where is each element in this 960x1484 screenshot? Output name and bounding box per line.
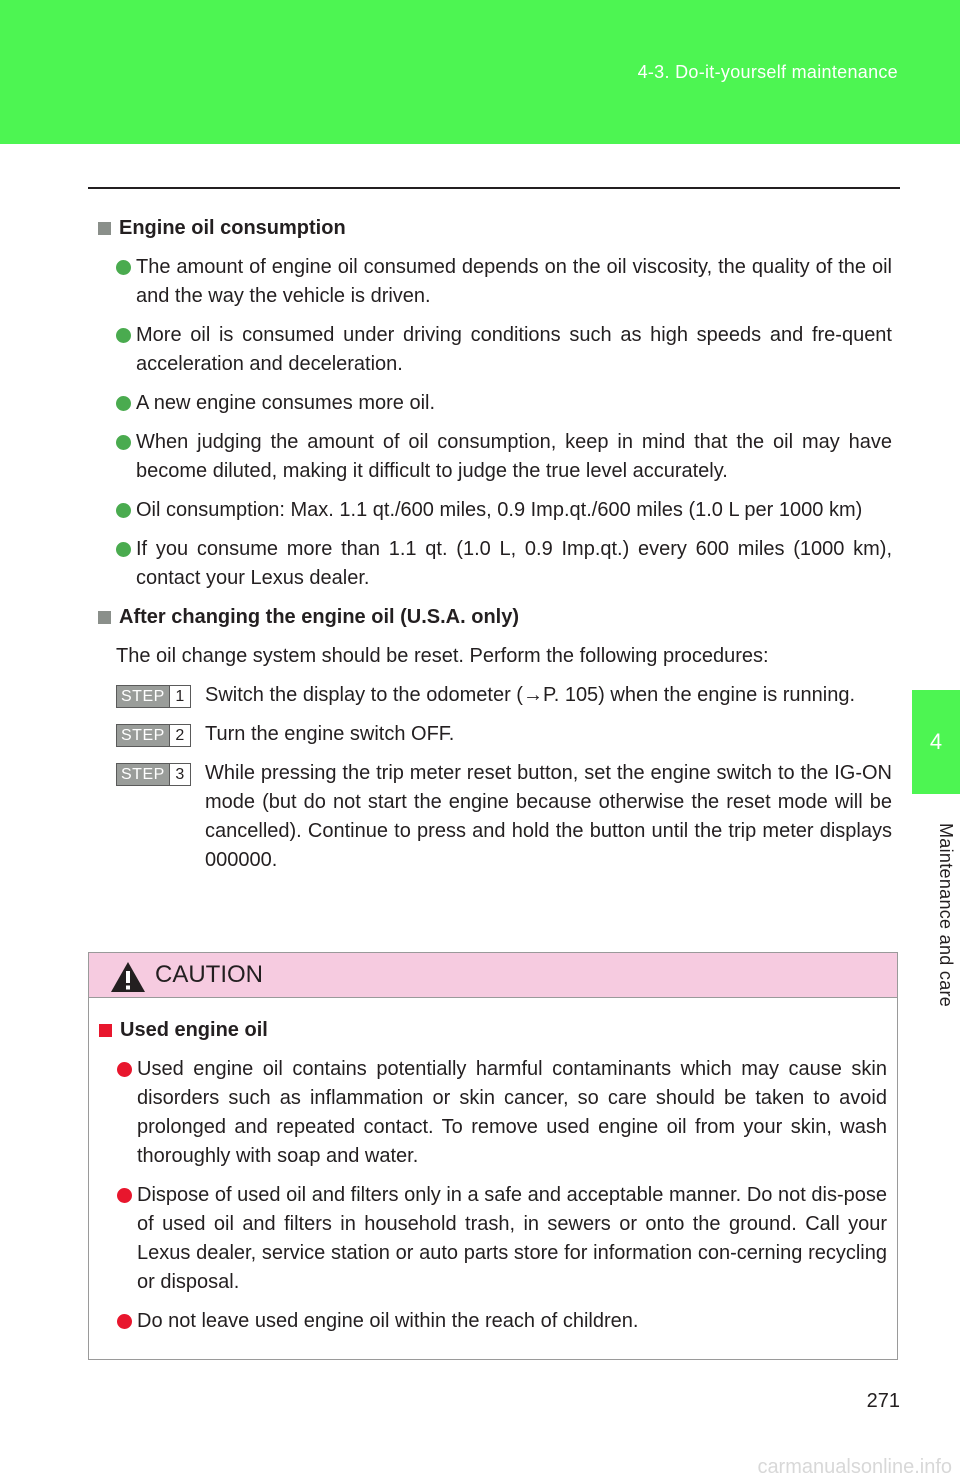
list-item-text: Used engine oil contains potentially harmful contaminants which may cause skin disorders such as inflammation or skin cancer, so care should be taken to avoid prolonged and repeated contact. To remove used engine oil from your skin, wash thoroughly with soap and water.	[137, 1058, 887, 1167]
caution-heading-text: Used engine oil	[120, 1019, 268, 1041]
chapter-tab[interactable]	[912, 690, 960, 794]
procedure-step	[96, 681, 892, 710]
square-bullet-icon	[98, 222, 111, 235]
list-item	[96, 253, 892, 311]
section-heading	[96, 214, 892, 243]
chapter-label: Maintenance and care	[936, 822, 956, 1008]
procedure-step	[96, 720, 892, 749]
header-rule	[88, 187, 900, 189]
list-item	[96, 321, 892, 379]
warning-triangle-icon	[109, 960, 147, 994]
watermark: carmanualsonline.info	[757, 1456, 952, 1478]
bullet-dot-icon	[117, 1314, 132, 1329]
step-label: STEP	[117, 764, 169, 785]
square-bullet-icon	[99, 1024, 112, 1037]
section-heading-text: Engine oil consumption	[119, 217, 346, 239]
page-number: 271	[866, 1390, 900, 1412]
bullet-dot-icon	[117, 1062, 132, 1077]
list-item-text: More oil is consumed under driving conditions such as high speeds and fre-quent acceleration and deceleration.	[136, 324, 892, 375]
step-label: STEP	[117, 686, 169, 707]
chapter-number: 4	[929, 729, 943, 754]
caution-body	[89, 998, 897, 1336]
bullet-dot-icon	[116, 435, 131, 450]
procedure-step	[96, 759, 892, 875]
list-item	[96, 428, 892, 486]
bullet-dot-icon	[116, 396, 131, 411]
list-item	[97, 1181, 887, 1297]
section-heading	[96, 603, 892, 632]
list-item	[97, 1055, 887, 1171]
list-item-text: Oil consumption: Max. 1.1 qt./600 miles, 0.9 Imp.qt./600 miles (1.0 L per 1000 km)	[136, 499, 863, 521]
list-item-text: When judging the amount of oil consumption, keep in mind that the oil may have become diluted, making it difficult to judge the true level accurately.	[136, 431, 892, 482]
step-badge	[116, 724, 191, 747]
bullet-dot-icon	[116, 260, 131, 275]
procedure-intro: The oil change system should be reset. Perform the following procedures:	[116, 645, 769, 667]
page-header	[0, 0, 960, 144]
square-bullet-icon	[98, 611, 111, 624]
step-text: Switch the display to the odometer (→P. 105) when the engine is running.	[205, 684, 856, 706]
bullet-dot-icon	[117, 1188, 132, 1203]
step-number: 2	[169, 725, 190, 746]
list-item	[96, 535, 892, 593]
step-number: 3	[169, 764, 190, 785]
list-item	[97, 1307, 887, 1336]
list-item-text: Dispose of used oil and filters only in a safe and acceptable manner. Do not dis-pose of used oil and filters in household trash, in sewers or onto the ground. Call your Lexus dealer, service station or auto parts store for information con-cerning recycling or disposal.	[137, 1184, 887, 1293]
list-item-text: A new engine consumes more oil.	[136, 392, 436, 414]
caution-title: CAUTION	[155, 961, 263, 988]
step-number: 1	[169, 686, 190, 707]
step-badge	[116, 685, 191, 708]
list-item	[96, 389, 892, 418]
section-heading-text: After changing the engine oil (U.S.A. only)	[119, 606, 520, 628]
list-item-text: If you consume more than 1.1 qt. (1.0 L, 0.9 Imp.qt.) every 600 miles (1000 km), contact your Lexus dealer.	[136, 538, 892, 589]
step-badge	[116, 763, 191, 786]
caution-heading	[97, 1016, 887, 1045]
section-title: 4-3. Do-it-yourself maintenance	[637, 62, 898, 82]
step-text: Turn the engine switch OFF.	[205, 723, 455, 745]
list-item	[96, 496, 892, 525]
bullet-dot-icon	[116, 503, 131, 518]
list-item-text: Do not leave used engine oil within the reach of children.	[137, 1310, 639, 1332]
caution-header	[89, 953, 897, 998]
list-item-text: The amount of engine oil consumed depends on the oil viscosity, the quality of the oil and the way the vehicle is driven.	[136, 256, 892, 307]
step-label: STEP	[117, 725, 169, 746]
step-text: While pressing the trip meter reset button, set the engine switch to the IG-ON mode (but do not start the engine because otherwise the reset mode will be cancelled). Continue to press and hold the button until the trip meter displays 000000.	[205, 762, 892, 871]
main-content	[96, 214, 892, 885]
caution-box	[88, 952, 898, 1360]
bullet-dot-icon	[116, 542, 131, 557]
bullet-dot-icon	[116, 328, 131, 343]
